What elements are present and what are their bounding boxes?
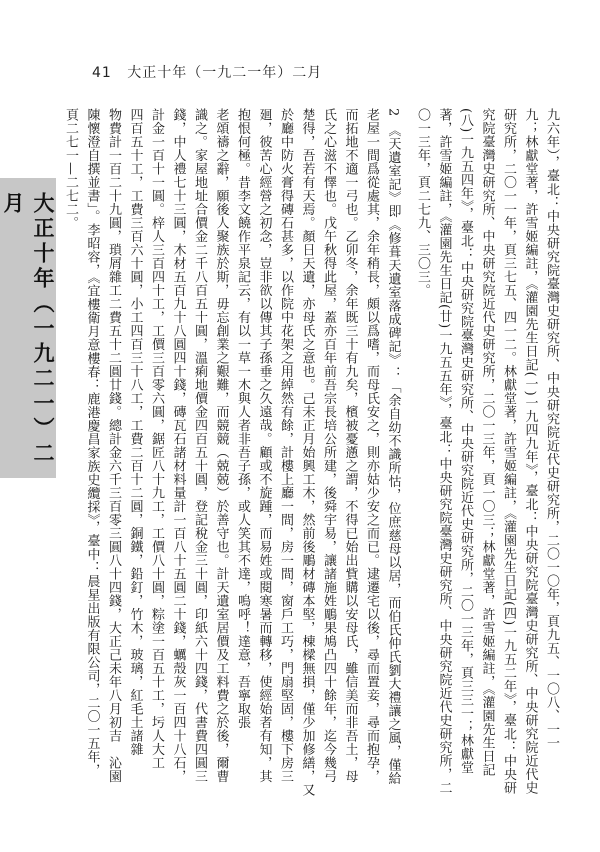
text-column: 九六年），臺北：中央研究院臺灣史研究所、中央研究院近代史研究所，二〇一〇年，頁九五、一〇八、一一	[544, 108, 559, 750]
chapter-side-tab	[0, 178, 56, 478]
footnote-gap	[404, 108, 412, 784]
text-column: 氏之心滋不懌也。戊午秋得此屋，蓋亦百年前吾宗長培公所建，後舜宇易，讓諸施姓鵰果鳩凸四十餘年，迄今幾弓	[321, 108, 336, 783]
text-column: 著，許雪姬編註，《灌園先生日記(廿)一九五五年》，臺北：中央研究院臺灣史研究所、中央研究院近代史研究所，二	[436, 108, 452, 795]
text-column: 四百五十工，工費三百六十圓，小工四百三十八工，工費二百十二圓，銅鐵，鉛釘，竹木，玻璃，紅毛土諸雜	[127, 108, 143, 756]
text-column: 計金一百十一圓。梓人三百四十工，工價三百零六圓，鋸匠八十九工，工價八十圓，粽塗一百五十工，圬人大工	[149, 108, 164, 770]
page-header	[92, 62, 322, 82]
text-column: 〇一三年，頁二七九、三〇三。	[415, 108, 430, 297]
text-column: 識之。家屋地址合價金二千八百五十圓，溫痢地價金四百五十圓，登記稅金三十圓，印紙六十四錢，代書費四圓三	[192, 108, 207, 783]
text-column: 老屋一間爲從處其，余年稍長，頗以爲嗜，而母氏安之，則亦姑少安之而已。逮遷宅以後，尋而置妾，尋而抱孕，	[364, 108, 379, 783]
page-number: 41	[92, 65, 112, 81]
text-column: 九；林獻堂著，許雪姬編註，《灌園先生日記(一)一九四九年》，臺北：中央研究院臺灣史研究所、中央研究院近代史	[522, 108, 538, 795]
text-column: 2 《天遺室記》即《修葺天遺室落成碑記》：「余自幼不識所怙，位庶慈母以居，而伯氏仲氏劉大禮讓之風，僅給	[385, 108, 401, 786]
running-title: 大正十年（一九二一年）二月	[127, 65, 323, 81]
text-column: (八)一九五四年》，臺北：中央研究院臺灣史研究所、中央研究院近代史研究所，二〇一三年，頁三三一；林獻堂	[458, 108, 473, 775]
text-column: 物費計一百二十九圓，瑣屑雜工二費五十二圓廿錢。總計金六千三百零三圓八十四錢，大正己未年八月初吉 沁園	[106, 108, 121, 783]
text-column: 究院臺灣史研究所、中央研究院近代史研究所，二〇一三年，頁一〇三；林獻堂著，許雪姬編註，《灌園先生日記	[479, 108, 495, 777]
text-column: 而拓地不適一弓也。乙卯冬，余年既三十有九矣，檳被憂懣之謂，不得已始出貲購以安母氏，雖信美而非吾土，母	[342, 108, 358, 783]
text-column: 於廳中防火膏得磚石甚多，以作院中花架之用綽然有餘，計樓上廳一間，房一間，窗戶工巧，門扇堅固，樓下房三	[278, 108, 293, 783]
chapter-side-tab-label: 大正十年（一九二一）二月	[1, 192, 56, 467]
text-column: 楚得，吾若有天焉。顏日天遺，亦母氏之意也。己未正月始興工木，然前後鵰材磚本堅，棟樑無損，僅少加修繕，又	[299, 108, 315, 797]
text-column: 廻，彼苦心經營之初念，豈非欲以傳其子孫垂之久遠哉。顧或不旋踵，而易姓或閱寒暑而轉移，使經始者有知，其	[256, 108, 272, 783]
text-column: 錢，中人禮七十三圓，木材五百九十八圓四十錢，磚瓦石諸材料量計一百八十五圓二十錢，蠣殼灰一百四十八石，	[170, 108, 186, 783]
text-column: 陳懷澄自撰並書」。李昭容，《宜樓衛月意樓春：鹿港慶昌家族史纜採》，臺中：晨星出版有限公司，二〇一五年，	[84, 108, 100, 777]
text-column: 抱恨何極。昔李文饒作平泉記云，有以一草一木與人者非吾子孫，或人笑其不達，嗚呼！達意，吾寧取張	[235, 108, 250, 729]
text-column: 老頌禱之辭，願後人聚族於斯，毋忘創業之艱難，而競競（兢兢）於善守也。計天遺室居價及工料費之於後，爾曹	[213, 108, 229, 783]
text-column: 頁二七一—二七二。	[63, 108, 78, 230]
text-column: 研究所，二〇一一年，頁三七五、四一二。林獻堂著，許雪姬編註，《灌園先生日記(四)一九五二年》，臺北：中央研	[501, 108, 516, 795]
footnote-text-block	[63, 108, 562, 797]
